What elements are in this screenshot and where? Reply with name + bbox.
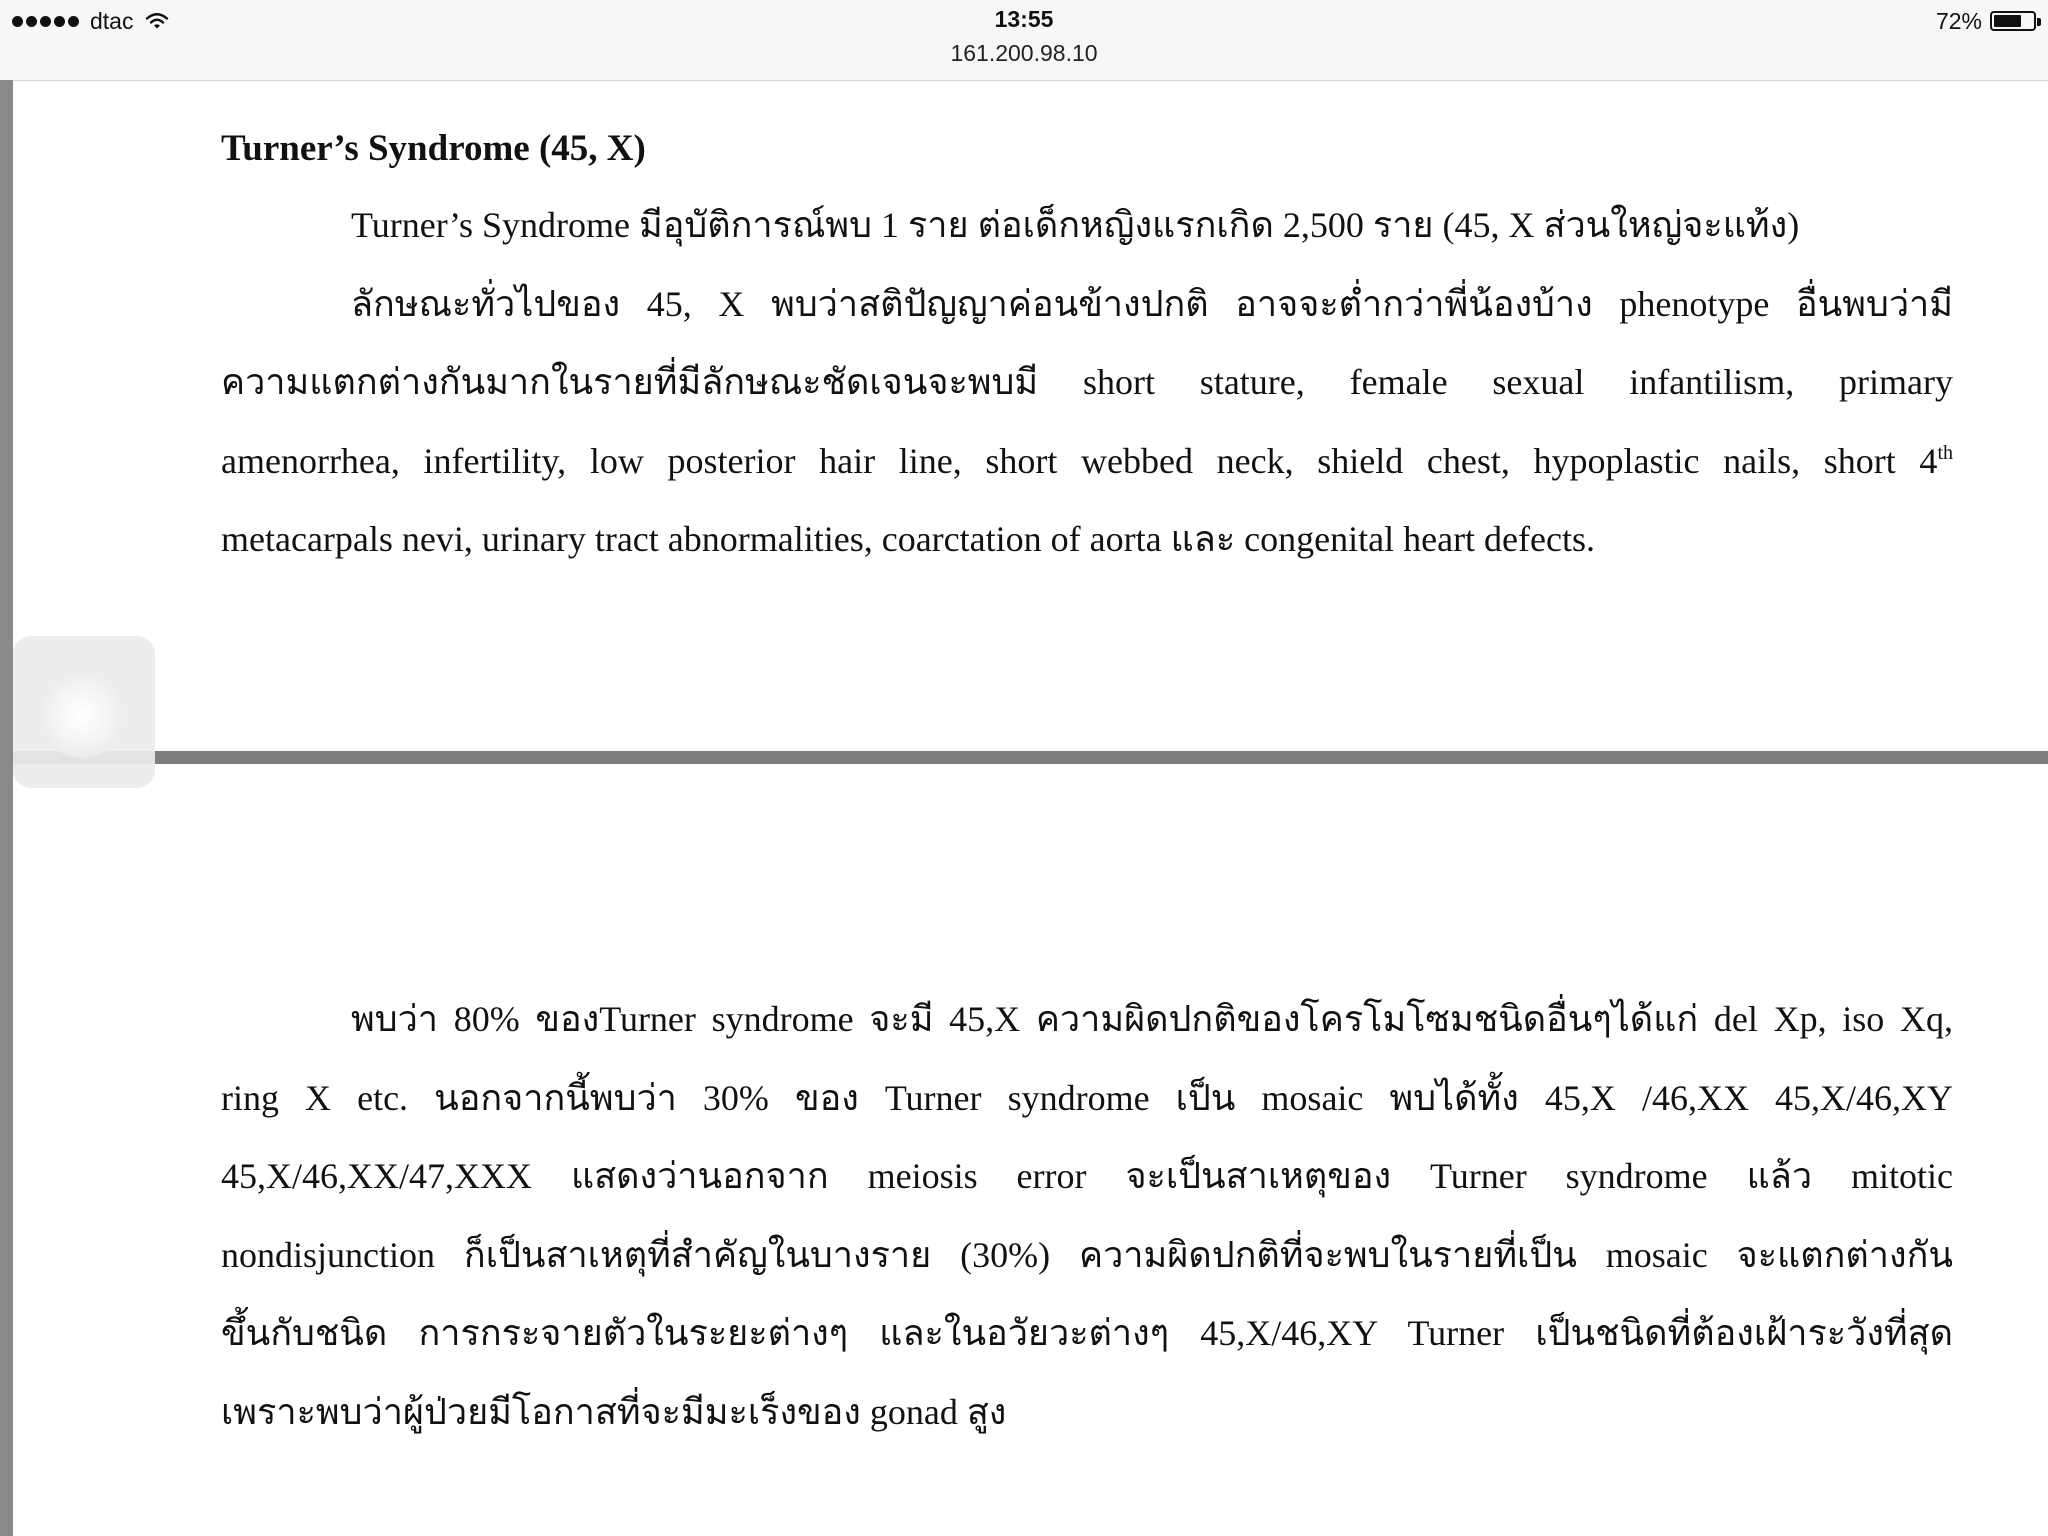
- paragraph-line: เพราะพบว่าผู้ป่วยมีโอกาสที่จะมีมะเร็งของ gonad สูง: [221, 1391, 1007, 1432]
- paragraph-line: ring X etc. นอกจากนี้พบว่า 30% ของ Turner syndrome เป็น mosaic พบได้ทั้ง 45,X /46,XX 45,X/46,XY: [221, 1077, 1953, 1118]
- page-separator: [13, 751, 2048, 764]
- superscript-th: th: [1937, 441, 1953, 464]
- paragraph-line-text: amenorrhea, infertility, low posterior hair line, short webbed neck, shield chest, hypoplastic nails, short 4: [221, 440, 1938, 481]
- assistive-touch-icon: [39, 672, 125, 758]
- paragraph-line: ความแตกต่างกันมากในรายที่มีลักษณะชัดเจนจะพบมี short stature, female sexual infantilism, primary: [221, 362, 1953, 402]
- carrier-name: dtac: [90, 7, 134, 34]
- document-page-1: [221, 120, 1953, 579]
- paragraph-line: nondisjunction ก็เป็นสาเหตุที่สำคัญในบางราย (30%) ความผิดปกติที่จะพบในรายที่เป็น mosaic จะแตกต่างกัน: [221, 1234, 1953, 1275]
- viewer-left-edge: [0, 80, 13, 1536]
- paragraph-line: Turner’s Syndrome มีอุบัติการณ์พบ 1 ราย ต่อเด็กหญิงแรกเกิด 2,500 ราย (45, X ส่วนใหญ่จะแท้ง): [351, 205, 1800, 245]
- paragraph-line: 45,X/46,XX/47,XXX แสดงว่านอกจาก meiosis error จะเป็นสาเหตุของ Turner syndrome แล้ว mitotic: [221, 1156, 1953, 1196]
- document-heading: Turner’s Syndrome (45, X): [221, 128, 646, 169]
- paragraph-line: พบว่า 80% ของTurner syndrome จะมี 45,X ความผิดปกติของโครโมโซมชนิดอื่นๆได้แก่ del Xp, iso Xq,: [351, 999, 1953, 1039]
- document-page-2: [221, 980, 1953, 1451]
- paragraph-line: [221, 422, 1953, 501]
- paragraph-line: metacarpals nevi, urinary tract abnormalities, coarctation of aorta และ congenital heart defects.: [221, 519, 1595, 559]
- paragraph-line: ขึ้นกับชนิด การกระจายตัวในระยะต่างๆ และในอวัยวะต่างๆ 45,X/46,XY Turner เป็นชนิดที่ต้องเฝ้าระวังที่สุด: [221, 1313, 1953, 1353]
- status-right: [1936, 6, 2036, 36]
- battery-percent: 72%: [1935, 7, 1982, 34]
- status-bar: [0, 0, 2048, 81]
- address-url[interactable]: 161.200.98.10: [950, 40, 1098, 66]
- assistive-touch-button[interactable]: [13, 636, 155, 788]
- paragraph-line: ลักษณะทั่วไปของ 45, X พบว่าสติปัญญาค่อนข้างปกติ อาจจะต่ำกว่าพี่น้องบ้าง phenotype อื่นพบว่ามี: [351, 283, 1953, 324]
- battery-icon: [1990, 11, 2036, 31]
- battery-fill: [1994, 15, 2021, 27]
- status-time: 13:55: [994, 6, 1054, 32]
